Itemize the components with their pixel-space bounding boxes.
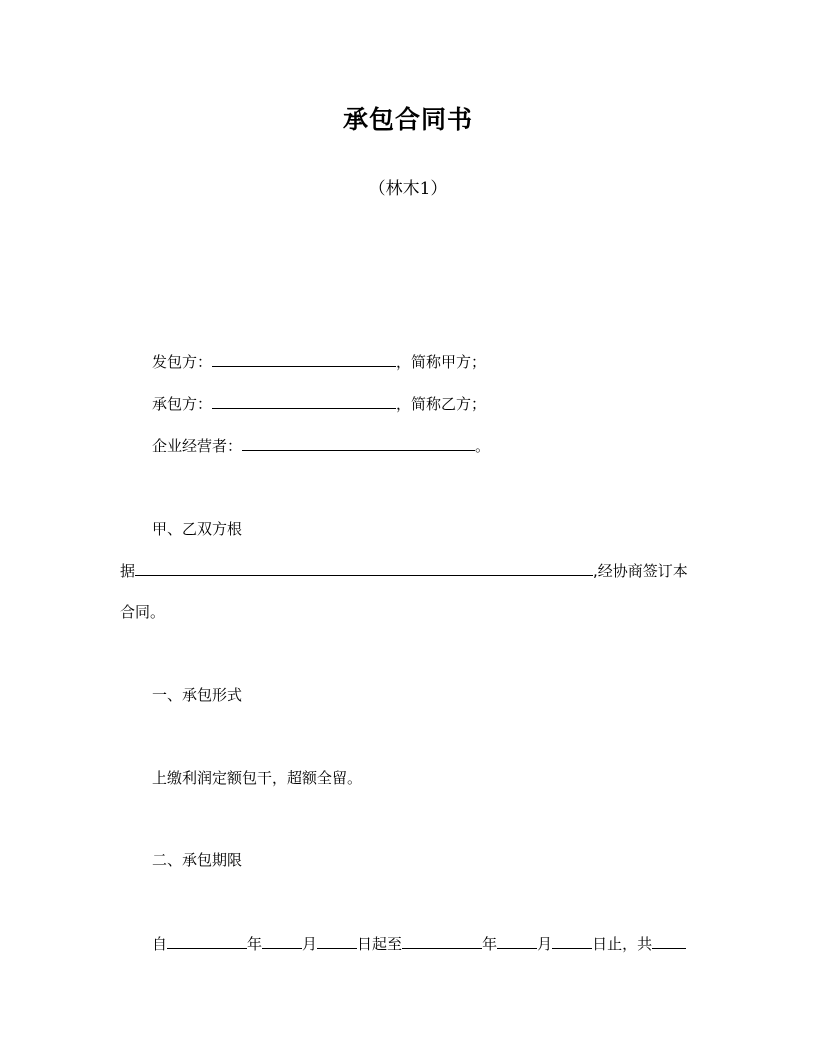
end-day-blank[interactable] <box>552 934 592 949</box>
party-a-blank[interactable] <box>212 352 396 367</box>
total-duration-blank[interactable] <box>652 934 686 949</box>
preamble-suffix: ,经协商签订本 <box>593 562 688 580</box>
preamble-prefix: 据 <box>120 562 136 580</box>
party-b-line <box>152 394 486 414</box>
start-year-blank[interactable] <box>167 934 247 949</box>
period-day-from: 日起至 <box>357 935 403 953</box>
period-day-to: 日止，共 <box>592 935 653 953</box>
document-subtitle: （林木1） <box>368 179 448 199</box>
preamble-line-3: 合同。 <box>120 603 166 621</box>
party-b-label: 承包方： <box>152 395 213 413</box>
preamble-blank[interactable] <box>135 561 593 576</box>
party-a-line <box>152 352 486 372</box>
end-year-blank[interactable] <box>402 934 482 949</box>
operator-line <box>152 436 490 456</box>
period-month-1: 月 <box>302 935 318 953</box>
start-month-blank[interactable] <box>262 934 302 949</box>
period-month-2: 月 <box>537 935 553 953</box>
period-year-2: 年 <box>482 935 498 953</box>
section-2-heading: 二、承包期限 <box>152 851 243 869</box>
operator-suffix: 。 <box>475 437 491 455</box>
party-b-blank[interactable] <box>212 394 396 409</box>
section-1-body: 上缴利润定额包干，超额全留。 <box>152 769 363 787</box>
start-day-blank[interactable] <box>317 934 357 949</box>
period-from: 自 <box>152 935 168 953</box>
party-b-suffix: ，简称乙方； <box>396 395 487 413</box>
preamble-line-2 <box>120 561 688 581</box>
end-month-blank[interactable] <box>497 934 537 949</box>
section-2-period-line <box>152 934 686 954</box>
period-year-1: 年 <box>247 935 263 953</box>
document-title: 承包合同书 <box>342 105 473 134</box>
party-a-label: 发包方： <box>152 353 213 371</box>
operator-blank[interactable] <box>242 436 475 451</box>
preamble-line-1: 甲、乙双方根 <box>152 520 243 538</box>
operator-label: 企业经营者： <box>152 437 243 455</box>
section-1-heading: 一、承包形式 <box>152 686 243 704</box>
party-a-suffix: ，简称甲方； <box>396 353 487 371</box>
